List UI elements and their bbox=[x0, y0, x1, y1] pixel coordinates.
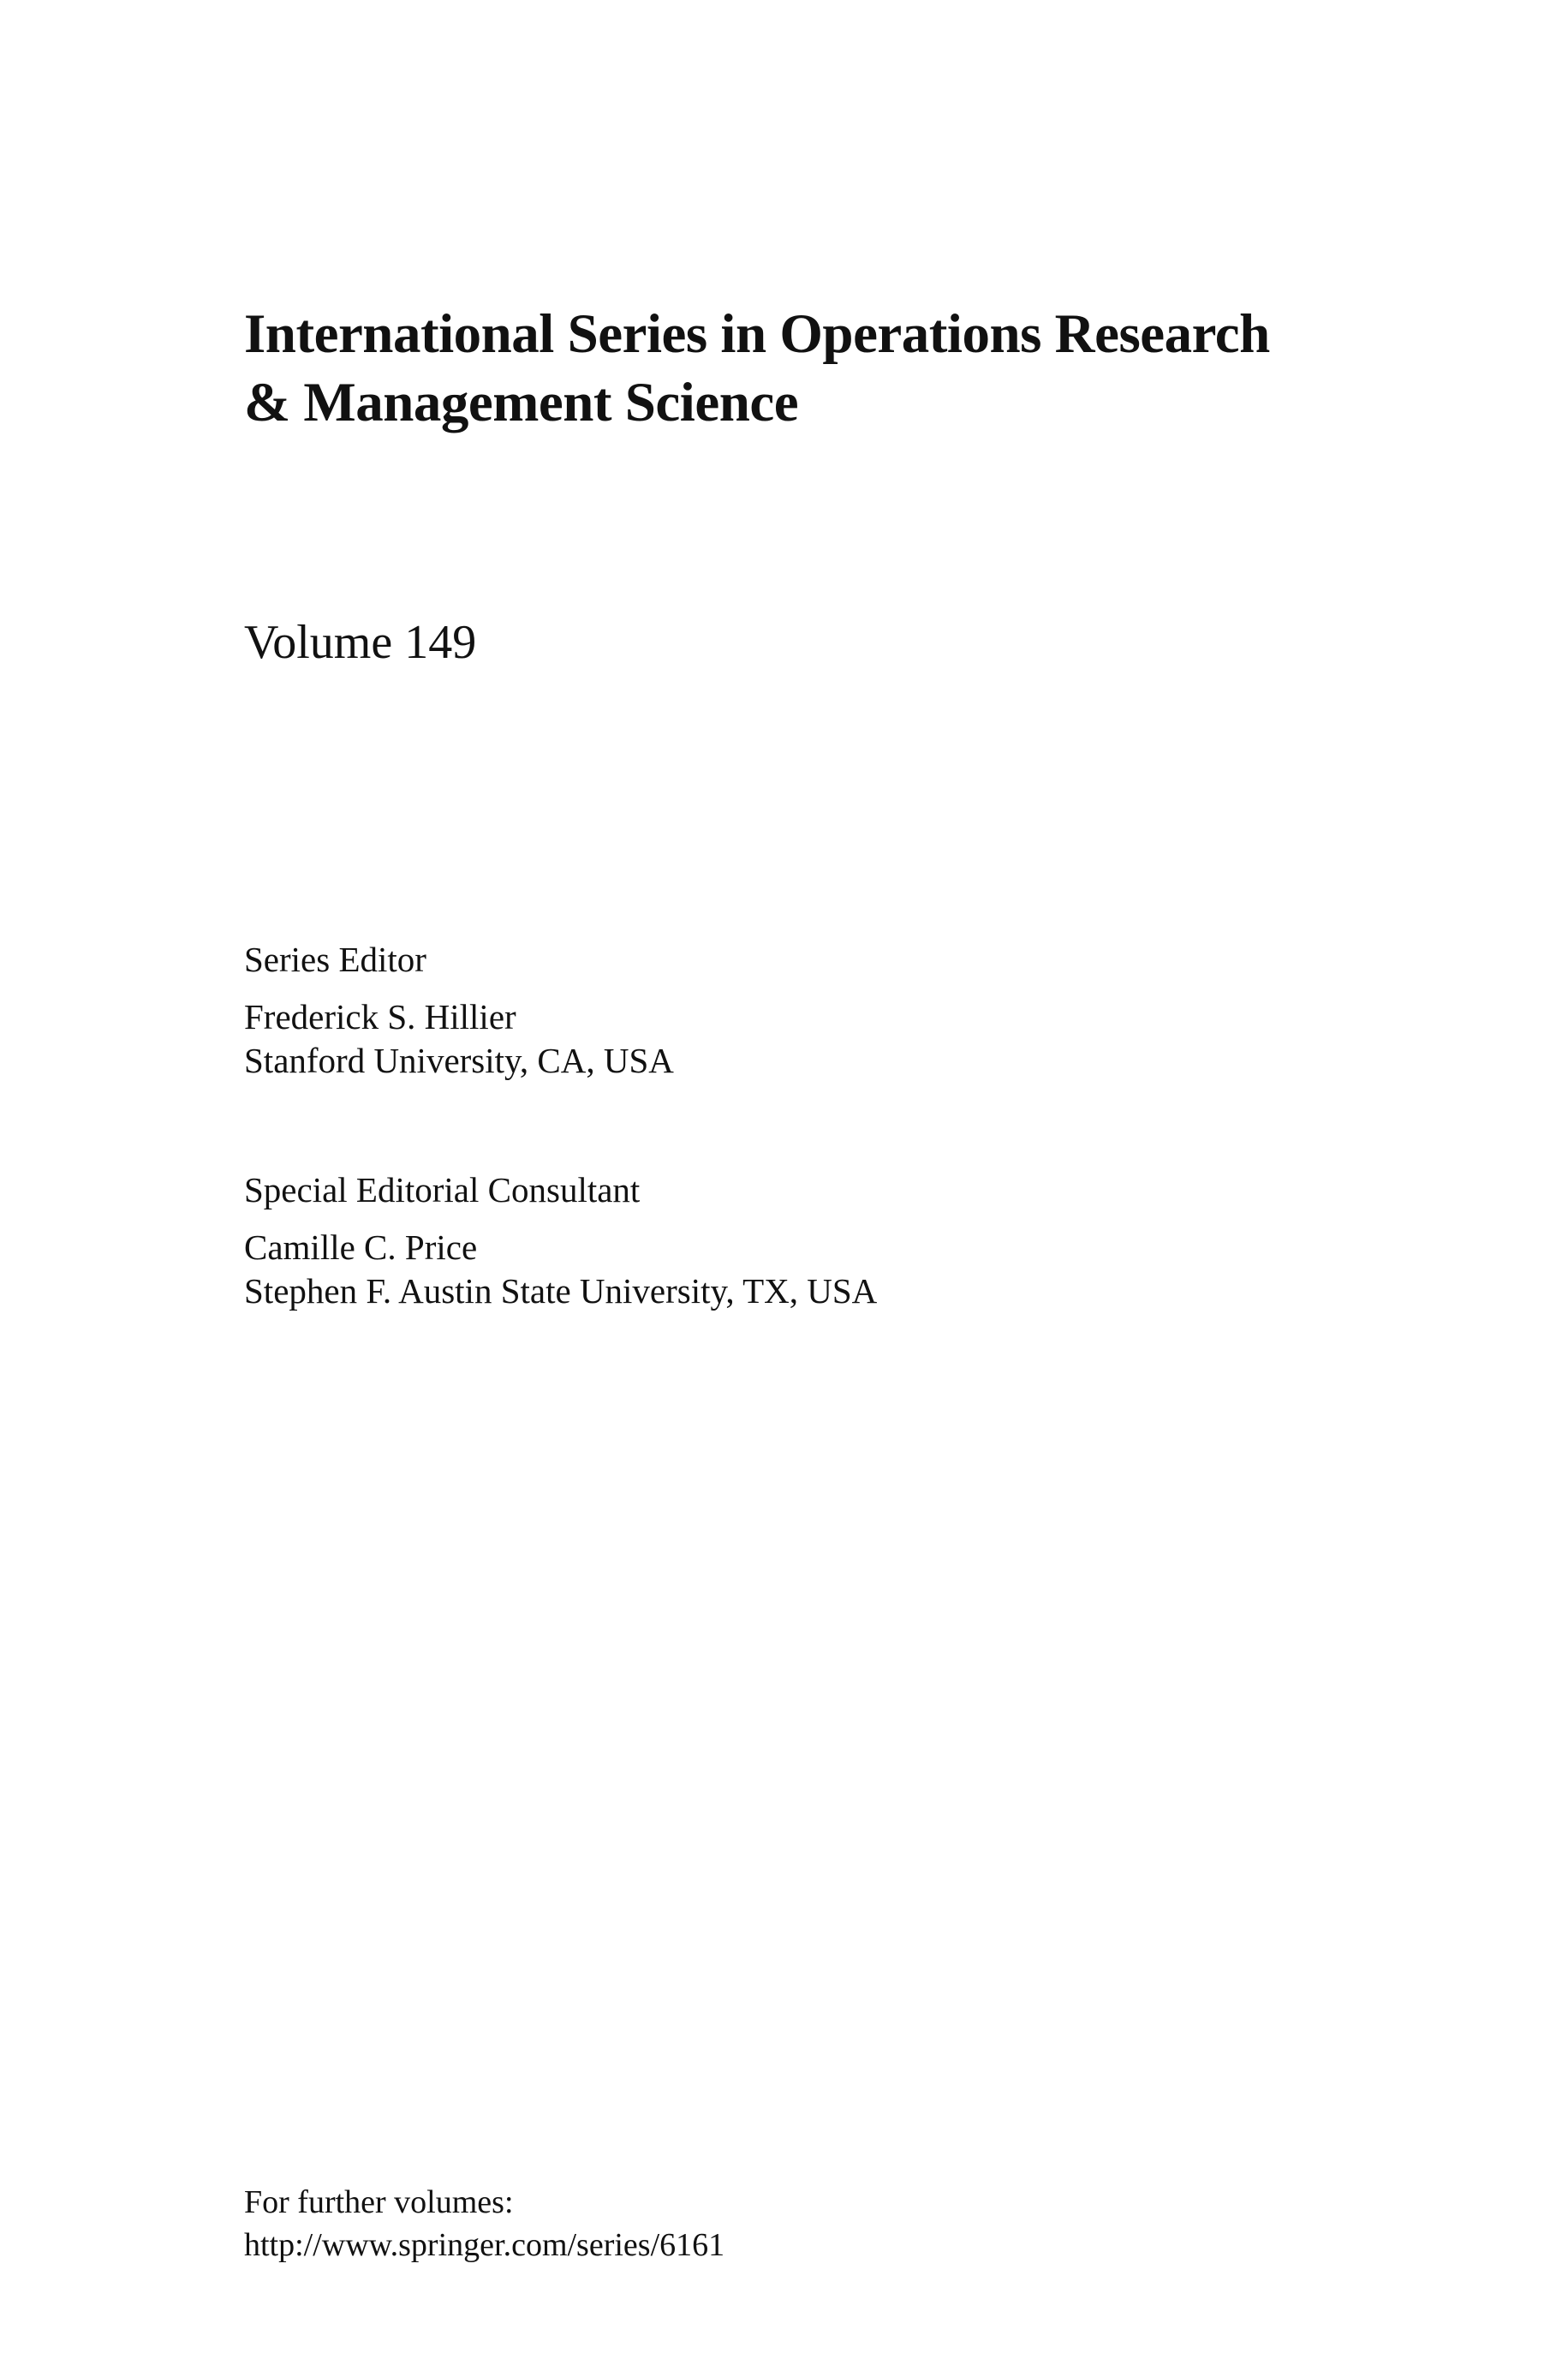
editorial-consultant-name: Camille C. Price bbox=[244, 1227, 478, 1267]
series-title-line-2: & Management Science bbox=[244, 372, 799, 433]
volume-number: Volume 149 bbox=[244, 616, 477, 669]
series-editor-block bbox=[244, 938, 674, 1083]
series-editor-affiliation: Stanford University, CA, USA bbox=[244, 1041, 674, 1080]
series-title bbox=[244, 300, 1357, 437]
editorial-consultant-role: Special Editorial Consultant bbox=[244, 1170, 641, 1209]
series-editor-name: Frederick S. Hillier bbox=[244, 997, 516, 1036]
series-title-line-1: International Series in Operations Research bbox=[244, 303, 1270, 365]
series-editor-role: Series Editor bbox=[244, 940, 426, 979]
editorial-consultant-block bbox=[244, 1168, 877, 1313]
series-url-link[interactable]: http://www.springer.com/series/6161 bbox=[244, 2227, 725, 2263]
further-volumes-label: For further volumes: bbox=[244, 2184, 514, 2220]
further-volumes-block bbox=[244, 2181, 724, 2267]
editorial-consultant-affiliation: Stephen F. Austin State University, TX, USA bbox=[244, 1271, 878, 1311]
